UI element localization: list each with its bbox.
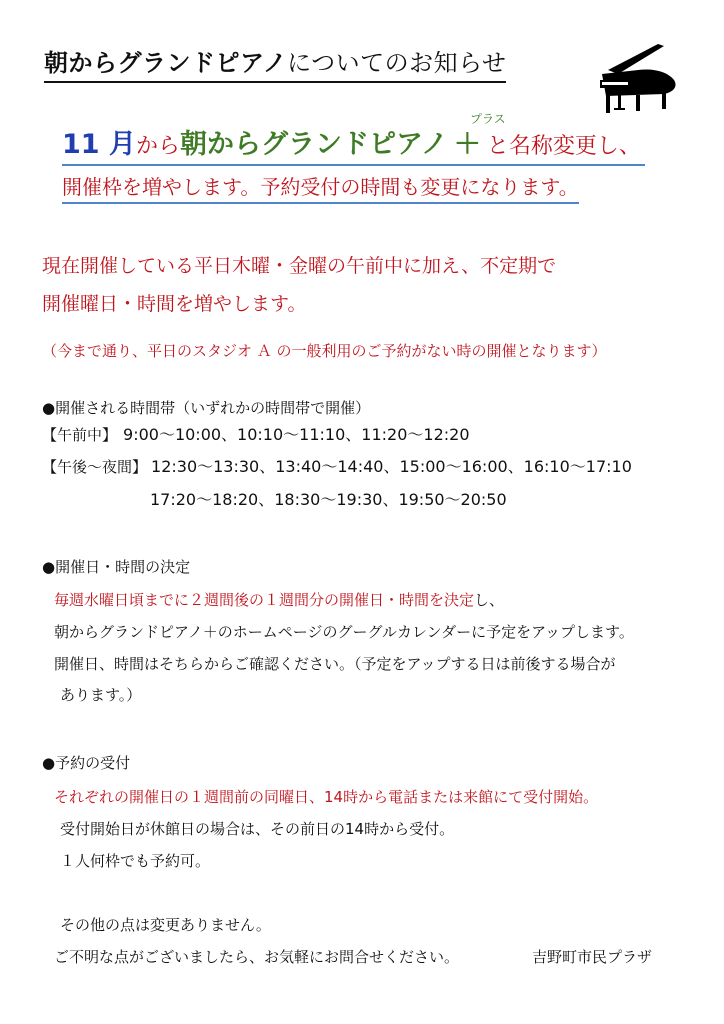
headline-kara: から — [135, 134, 180, 159]
decision-line1-red: 毎週水曜日頃までに２週間後の１週間分の開催日・時間を決定 — [54, 591, 475, 609]
footer-organization: 吉野町市民プラザ — [532, 948, 653, 966]
intro-note: （今まで通り、平日のスタジオ Ａ の一般利用のご予約がない時の開催となります） — [42, 342, 607, 360]
decision-heading: ●開催日・時間の決定 — [42, 558, 191, 576]
intro-line2: 開催曜日・時間を増やします。 — [42, 293, 307, 315]
decision-line1 — [54, 589, 504, 611]
afternoon-times-1: 12:30～13:30、13:40～14:40、15:00～16:00、16:10～17:10 — [151, 457, 632, 476]
headline-month: 11 月 — [62, 129, 136, 160]
title-normal-part: についてのお知らせ — [287, 49, 507, 77]
afternoon-row — [42, 455, 632, 479]
morning-times: 9:00～10:00、10:10～11:10、11:20～12:20 — [123, 425, 470, 444]
footer-no-change: その他の点は変更ありません。 — [60, 916, 271, 934]
decision-line1-black: し、 — [474, 591, 505, 609]
plus-ruby: プラス — [470, 112, 506, 126]
footer-contact: ご不明な点がございましたら、お気軽にお問合せください。 — [54, 948, 460, 966]
decision-line2: 朝からグランドピアノ＋のホームページのグーグルカレンダーに予定をアップします。 — [54, 623, 634, 641]
headline-plus: ＋ — [453, 129, 481, 160]
decision-line3: 開催日、時間はそちらからご確認ください。（予定をアップする日は前後する場合が — [54, 655, 616, 673]
reservation-line2: 受付開始日が休館日の場合は、その前日の14時から受付。 — [60, 820, 455, 838]
headline-line2: 開催枠を増やします。予約受付の時間も変更になります。 — [62, 172, 579, 204]
afternoon-label: 【午後～夜間】 — [42, 458, 148, 476]
afternoon-times-2: 17:20～18:20、18:30～19:30、19:50～20:50 — [150, 490, 507, 509]
intro-line1: 現在開催している平日木曜・金曜の午前中に加え、不定期で — [42, 255, 557, 277]
schedule-heading: ●開催される時間帯（いずれかの時間帯で開催） — [42, 399, 371, 417]
title-bold-part: 朝からグランドピアノ — [44, 49, 288, 77]
reservation-line3: １人何枠でも予約可。 — [60, 852, 211, 870]
morning-label: 【午前中】 — [42, 426, 118, 444]
headline-rename-text: と名称変更し、 — [486, 134, 641, 159]
reservation-line1: それぞれの開催日の１週間前の同曜日、14時から電話または来館にて受付開始。 — [54, 788, 599, 806]
reservation-heading: ●予約の受付 — [42, 754, 131, 772]
decision-line4: あります。） — [60, 686, 142, 704]
morning-row — [42, 423, 470, 447]
headline-rename — [62, 128, 645, 166]
grand-piano-icon — [598, 40, 680, 116]
headline-new-name: 朝からグランドピアノ — [180, 129, 448, 160]
page-title — [44, 46, 506, 83]
